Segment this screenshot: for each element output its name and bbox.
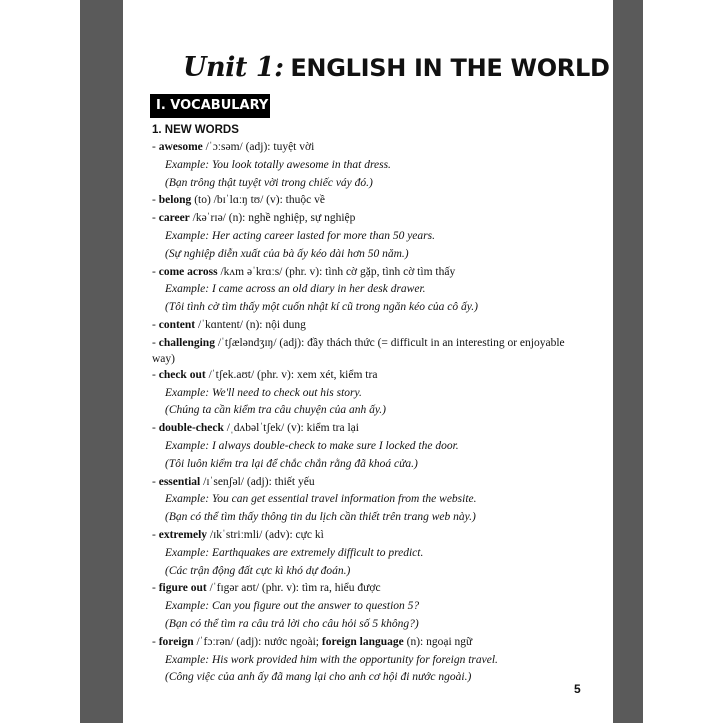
left-margin-band (80, 0, 123, 723)
entry-word: awesome (158, 141, 203, 153)
entry-translation: (Bạn trông thật tuyệt vời trong chiếc váy đó.) (165, 176, 373, 189)
entry-word: come across (158, 265, 218, 278)
entry-headline (152, 527, 584, 545)
unit-name: ENGLISH IN THE WORLD (290, 54, 610, 82)
entry-headline (152, 210, 584, 228)
entry-headline (152, 264, 584, 282)
vocabulary-entry (152, 210, 584, 263)
entry-headline (152, 139, 584, 157)
entry-headline (152, 317, 584, 335)
entry-example: Example: I came across an old diary in her desk drawer. (165, 283, 426, 296)
entry-definition: /ˈfɪgər aʊt/ (phr. v): tìm ra, hiểu được (206, 582, 381, 595)
right-margin-band (613, 0, 643, 723)
entry-word: content (158, 318, 196, 331)
entry-bullet: - (152, 318, 159, 331)
entry-definition: /ˈtʃæləndʒɪŋ/ (adj): đầy thách thức (= difficult in an interesting or enjoyable way) (152, 336, 565, 365)
entry-definition: /ˌdʌbəlˈtʃek/ (v): kiểm tra lại (223, 422, 359, 435)
entry-example: Example: We'll need to check out his story. (165, 386, 362, 399)
entry-word: double-check (158, 422, 224, 435)
entry-word: essential (158, 475, 201, 488)
entry-word: career (158, 212, 190, 225)
entry-translation: (Tôi luôn kiểm tra lại để chắc chắn rằng đã khoá cửa.) (165, 457, 418, 470)
entry-headline (152, 192, 584, 210)
entry-bullet: - (152, 265, 159, 278)
entry-definition: /kəˈrɪə/ (n): nghề nghiệp, sự nghiệp (189, 212, 356, 225)
entry-translation: (Chúng ta cần kiểm tra câu chuyện của anh ấy.) (165, 404, 386, 417)
entry-word: belong (158, 194, 192, 207)
entry-translation: (Bạn có thể tìm ra câu trả lời cho câu hỏi số 5 không?) (165, 617, 419, 630)
entry-definition: /ɪˈsenʃəl/ (adj): thiết yếu (200, 475, 315, 488)
vocabulary-entry (152, 580, 584, 633)
entry-translation: (Công việc của anh ấy đã mang lại cho anh cơ hội đi nước ngoài.) (165, 671, 472, 684)
entry-headline (152, 335, 584, 367)
entry-word: extremely (158, 528, 208, 541)
entry-example: Example: You look totally awesome in that dress. (165, 158, 391, 171)
entry-headline (152, 634, 584, 652)
entry-example: Example: Her acting career lasted for more than 50 years. (165, 229, 435, 242)
entry-translation: (Sự nghiệp diễn xuất của bà ấy kéo dài hơn 50 năm.) (165, 247, 409, 260)
document-page (123, 0, 613, 723)
vocabulary-entry (152, 192, 584, 210)
subsection-heading: 1. NEW WORDS (152, 124, 239, 136)
vocabulary-entry (152, 527, 584, 580)
entry-word: foreign (158, 635, 194, 648)
vocabulary-entry (152, 335, 584, 367)
section-heading: I. VOCABULARY (150, 94, 270, 118)
vocabulary-entry (152, 474, 584, 527)
entry-word: challenging (158, 336, 215, 349)
entry-headline (152, 420, 584, 438)
entry-bullet: - (152, 141, 159, 153)
entry-headline (152, 580, 584, 598)
entry-example: Example: His work provided him with the opportunity for foreign travel. (165, 653, 498, 666)
unit-title (183, 50, 610, 85)
entry-definition: (to) /bɪˈlɑːŋ tʊ/ (v): thuộc về (191, 194, 325, 207)
entry-bullet: - (152, 528, 159, 541)
vocabulary-entry (152, 317, 584, 335)
entry-bullet: - (152, 212, 159, 225)
entry-translation: (Bạn có thể tìm thấy thông tin du lịch cần thiết trên trang web này.) (165, 511, 476, 524)
entry-bullet: - (152, 582, 159, 595)
entry-translation: (Các trận động đất cực kì khó dự đoán.) (165, 564, 351, 577)
entry-definition: /ˈfɔːrən/ (adj): nước ngoài; (193, 635, 322, 648)
entry-definition: /ˈkɑntent/ (n): nội dung (195, 318, 306, 331)
vocabulary-entry (152, 139, 584, 192)
entry-bullet: - (152, 422, 159, 435)
entry-bullet: - (152, 336, 159, 349)
vocabulary-entry (152, 264, 584, 317)
entry-definition: /ˈtʃek.aʊt/ (phr. v): xem xét, kiểm tra (205, 368, 378, 381)
entry-definition: /ˈɔːsəm/ (adj): tuyệt vời (202, 141, 315, 153)
entry-bullet: - (152, 368, 159, 381)
vocabulary-entry (152, 420, 584, 473)
entry-headline (152, 367, 584, 385)
entry-example: Example: You can get essential travel information from the website. (165, 493, 477, 506)
vocabulary-entry (152, 367, 584, 420)
entry-word-secondary: foreign language (321, 635, 404, 648)
vocabulary-entry (152, 634, 584, 687)
entry-bullet: - (152, 635, 159, 648)
entry-definition-secondary: (n): ngoại ngữ (403, 635, 473, 648)
entry-bullet: - (152, 475, 159, 488)
page-number: 5 (574, 682, 581, 696)
entry-definition: /ɪkˈstriːmli/ (adv): cực kì (207, 528, 324, 541)
entry-word: check out (158, 368, 206, 381)
entry-headline (152, 474, 584, 492)
entry-translation: (Tôi tình cờ tìm thấy một cuốn nhật kí cũ trong ngăn kéo của cô ấy.) (165, 301, 478, 314)
entry-word: figure out (158, 582, 207, 595)
entry-example: Example: I always double-check to make sure I locked the door. (165, 439, 459, 452)
entry-example: Example: Can you figure out the answer to question 5? (165, 600, 420, 613)
entry-definition: /kʌm əˈkrɑːs/ (phr. v): tình cờ gặp, tình cờ tìm thấy (217, 265, 456, 278)
entry-bullet: - (152, 194, 159, 207)
unit-label: Unit 1: (183, 52, 284, 83)
entry-example: Example: Earthquakes are extremely difficult to predict. (165, 546, 424, 559)
vocabulary-list (152, 139, 584, 687)
